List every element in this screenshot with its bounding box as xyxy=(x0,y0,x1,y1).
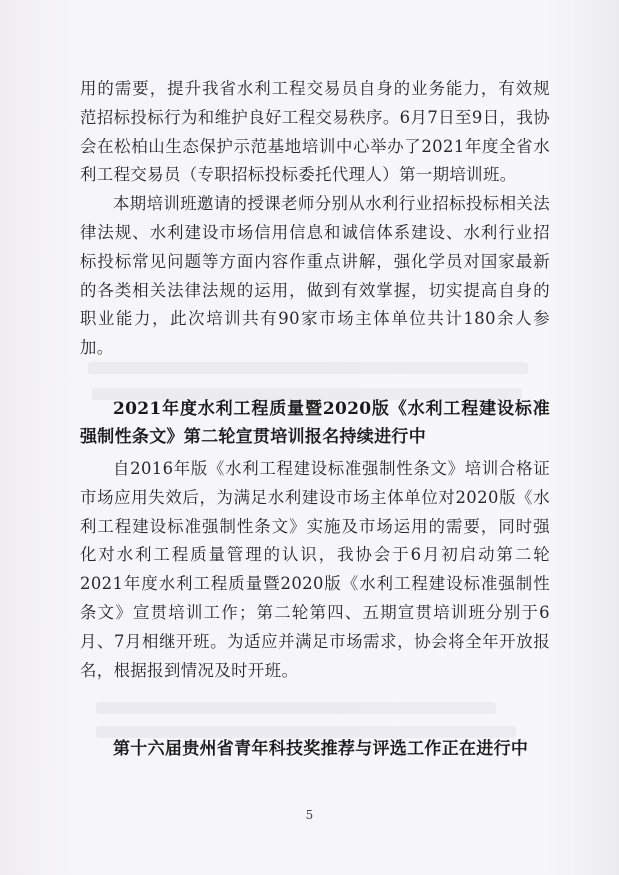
paragraph-training-details: 本期培训班邀请的授课老师分别从水利行业招标投标相关法律法规、水利建设市场信用信息和诚信体系建设、水利行业招标投标常见问题等方面内容作重点讲解，强化学员对国家最新的各类相关法律法规的运用，做到有效掌握，切实提高自身的职业能力，此次培训共有90家市场主体单位共计180余人参加。 xyxy=(80,194,550,358)
paragraph-training-intro: 用的需要，提升我省水利工程交易员自身的业务能力，有效规范招标投标行为和维护良好工程交易秩序。6月7日至9日，我协会在松柏山生态保护示范基地培训中心举办了2021年度全省水利工程交易员（专职招标投标委托代理人）第一期培训班。 xyxy=(80,79,550,185)
document-body xyxy=(80,75,550,763)
page-number: 5 xyxy=(305,808,314,822)
paragraph-quality-training: 自2016年版《水利工程建设标准强制性条文》培训合格证市场应用失效后，为满足水利建设市场主体单位对2020版《水利工程建设标准强制性条文》实施及市场运用的需要，同时强化对水利工程质量管理的认识，我协会于6月初启动第二轮2021年度水利工程质量暨2020版《水利工程建设标准强制性条文》宣贯培训工作；第二轮第四、五期宣贯培训班分别于6月、7月相继开班。为适应并满足市场需求，协会将全年开放报名，根据报到情况及时开班。 xyxy=(80,458,550,680)
section-heading-quality-training: 2021年度水利工程质量暨2020版《水利工程建设标准强制性条文》第二轮宣贯培训报名持续进行中 xyxy=(80,398,550,447)
section-heading-youth-science-award: 第十六届贵州省青年科技奖推荐与评选工作正在进行中 xyxy=(113,739,529,760)
